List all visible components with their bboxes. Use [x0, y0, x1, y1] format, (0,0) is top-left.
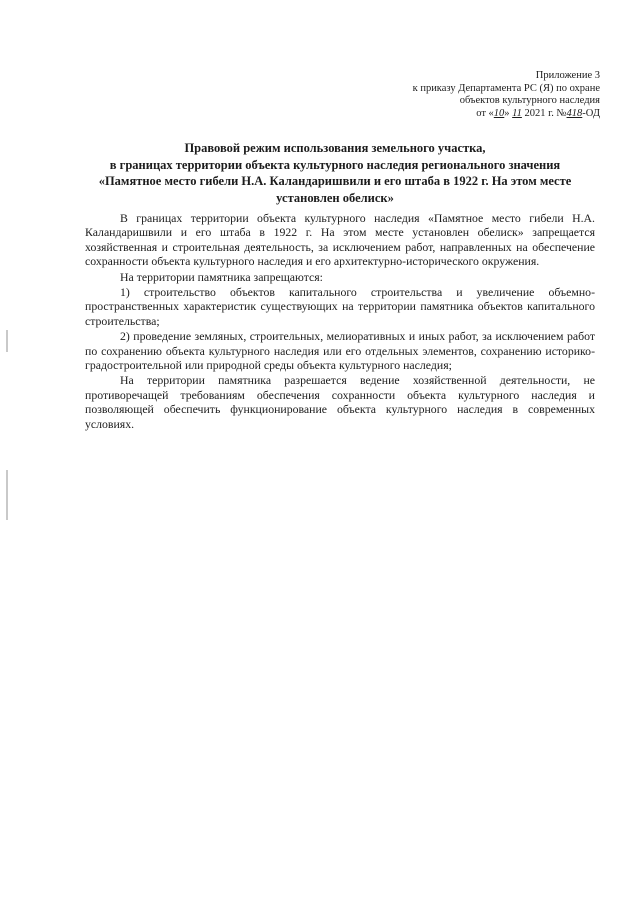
appendix-line: Приложение 3 — [535, 70, 600, 81]
title-line: в границах территории объекта культурного наследия регионального значения — [109, 157, 561, 172]
appendix-header — [340, 70, 600, 120]
date-prefix: от « — [476, 107, 494, 119]
date-year: 2021 г. № — [521, 107, 567, 119]
title-line: установлен обелиск» — [276, 190, 394, 205]
paragraph: 2) проведение земляных, строительных, мелиоративных и иных работ, за исключением работ по сохранению объекта культурного наследия или его отдельных элементов, сохранению историко-градостроительной или природной среды объекта культурного наследия; — [85, 329, 595, 373]
handwritten-day: 10 — [493, 107, 505, 119]
paragraph: В границах территории объекта культурного наследия «Памятное место гибели Н.А. Каландаришвили и его штаба в 1922 г. На этом месте установлен обелиск» запрещается хозяйственная и строительная деятельность, за исключением работ, направленных на обеспечение сохранности объекта культурного наследия и его архитектурно-исторического окружения. — [85, 211, 595, 269]
date-mid: » — [504, 107, 513, 119]
appendix-line: объектов культурного наследия — [459, 95, 600, 106]
paragraph: На территории памятника разрешается ведение хозяйственной деятельности, не противоречащей требованиям обеспечения сохранности объекта культурного наследия и позволяющей обеспечить функционирование объекта культурного наследия в современных условиях. — [85, 373, 595, 431]
paragraph: На территории памятника запрещаются: — [120, 269, 323, 284]
scan-artifact — [6, 330, 8, 352]
paragraph: 1) строительство объектов капитального строительства и увеличение объемно-пространственных характеристик существующих на территории памятника объектов капитального строительства; — [85, 285, 595, 328]
title-line: «Памятное место гибели Н.А. Каландаришвили и его штаба в 1922 г. На этом месте — [98, 174, 572, 188]
handwritten-month: 11 — [512, 107, 522, 119]
appendix-date-line — [340, 108, 600, 121]
handwritten-number: 418 — [566, 107, 583, 119]
date-suffix: -ОД — [582, 107, 600, 119]
scan-artifact — [6, 470, 8, 520]
document-title — [90, 140, 580, 206]
title-line: Правовой режим использования земельного участка, — [184, 141, 486, 155]
appendix-line: к приказу Департамента РС (Я) по охране — [412, 82, 600, 94]
document-body — [85, 211, 595, 431]
